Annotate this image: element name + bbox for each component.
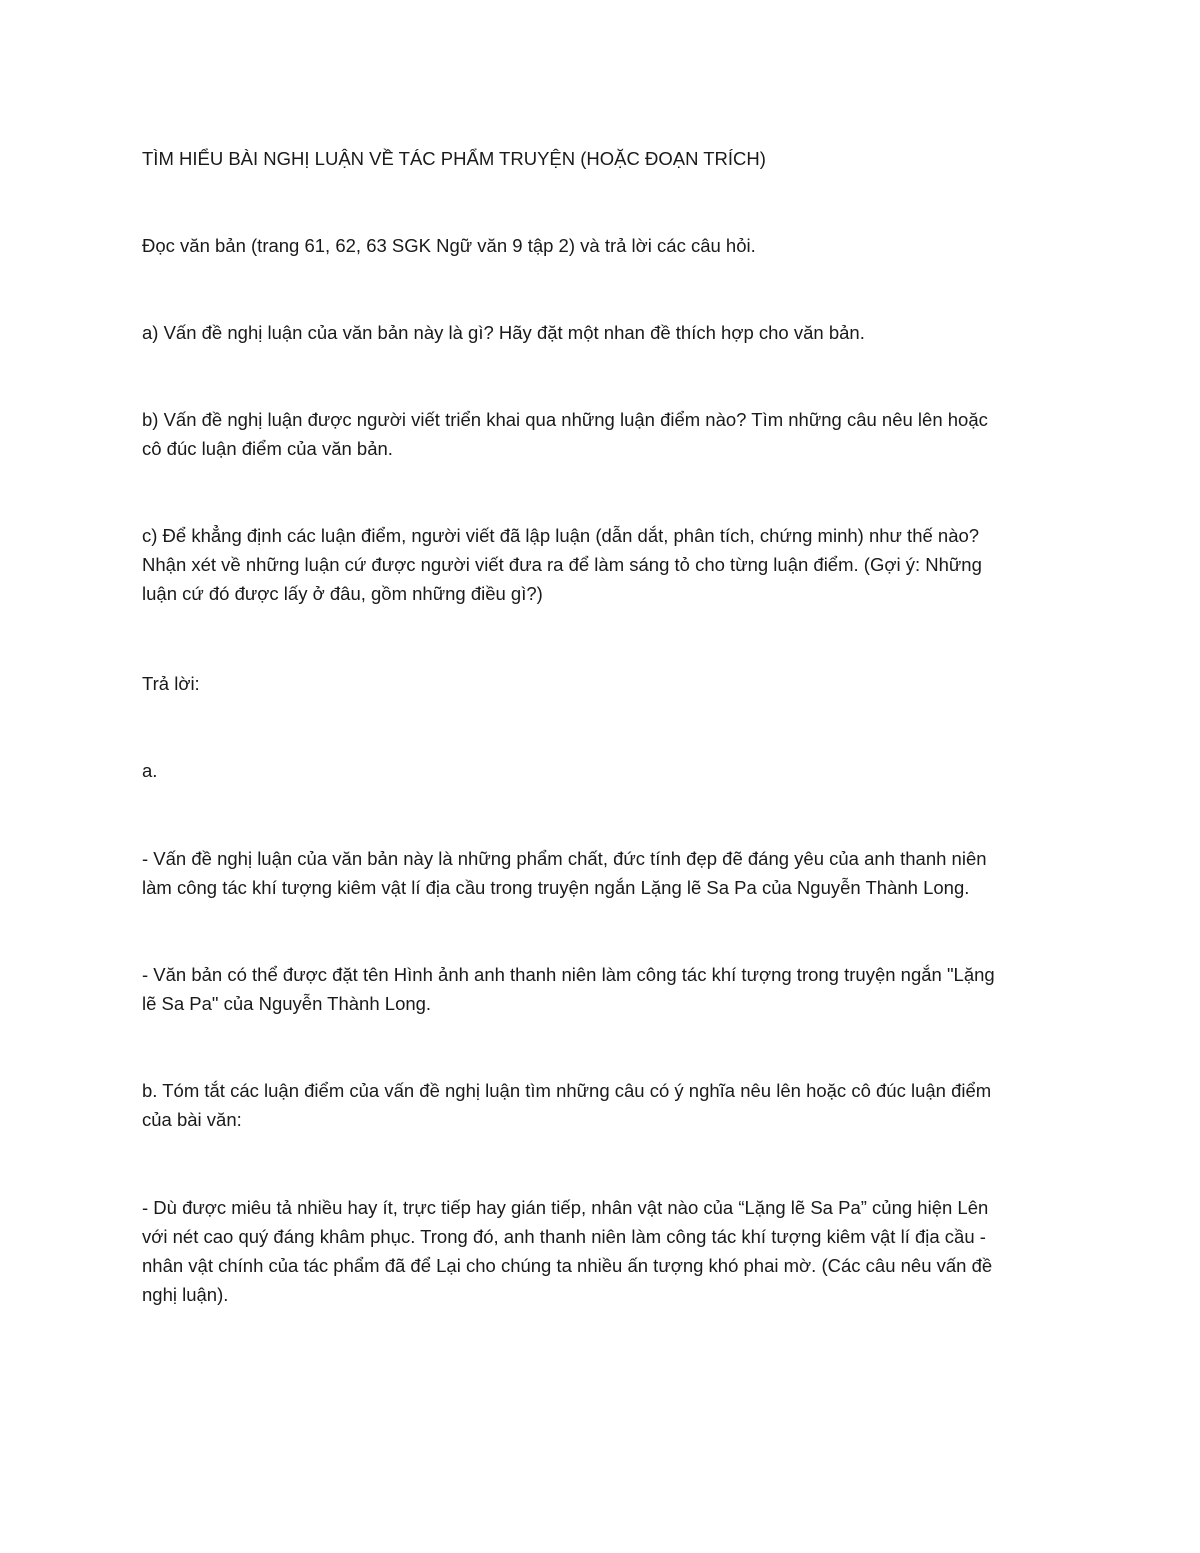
document-title xyxy=(142,144,1057,173)
question-a xyxy=(142,318,1057,347)
answer-b-intro-line-1: b. Tóm tắt các luận điểm của vấn đề nghị luận tìm những câu có ý nghĩa nêu lên hoặc cô đúc luận điểm xyxy=(142,1080,992,1101)
answer-a-point-2-line-2: lẽ Sa Pa" của Nguyễn Thành Long. xyxy=(142,993,432,1014)
answer-heading xyxy=(142,669,1057,698)
answer-b-intro xyxy=(142,1076,1057,1134)
answer-a-point-2 xyxy=(142,960,1057,1018)
question-b-line-1: b) Vấn đề nghị luận được người viết triển khai qua những luận điểm nào? Tìm những câu nêu lên hoặc xyxy=(142,409,988,430)
question-c-line-2: Nhận xét về những luận cứ được người viết đưa ra để làm sáng tỏ cho từng luận điểm. (Gợi ý: Những xyxy=(142,554,982,575)
question-b xyxy=(142,405,1057,463)
question-c-line-1: c) Để khẳng định các luận điểm, người viết đã lập luận (dẫn dắt, phân tích, chứng minh) như thế nào? xyxy=(142,525,980,546)
answer-a-point-1 xyxy=(142,844,1057,902)
answer-b-intro-line-2: của bài văn: xyxy=(142,1109,242,1130)
answer-a-point-1-line-1: - Vấn đề nghị luận của văn bản này là những phẩm chất, đức tính đẹp đẽ đáng yêu của anh thanh niên xyxy=(142,848,987,869)
answer-a-point-1-line-2: làm công tác khí tượng kiêm vật lí địa cầu trong truyện ngắn Lặng lẽ Sa Pa của Nguyễn Thành Long. xyxy=(142,877,970,898)
answer-b-point-1 xyxy=(142,1193,1057,1309)
answer-a-label xyxy=(142,756,1057,785)
answer-a-label-line: a. xyxy=(142,760,158,781)
instruction-line: Đọc văn bản (trang 61, 62, 63 SGK Ngữ văn 9 tập 2) và trả lời các câu hỏi. xyxy=(142,235,756,256)
answer-b-point-1-line-1: - Dù được miêu tả nhiều hay ít, trực tiếp hay gián tiếp, nhân vật nào của “Lặng lẽ Sa Pa” củng hiện Lên xyxy=(142,1197,989,1218)
question-a-line: a) Vấn đề nghị luận của văn bản này là gì? Hãy đặt một nhan đề thích hợp cho văn bản. xyxy=(142,322,865,343)
instruction-paragraph xyxy=(142,231,1057,260)
answer-b-point-1-line-2: với nét cao quý đáng khâm phục. Trong đó, anh thanh niên làm công tác khí tượng kiêm vật lí địa cầu - xyxy=(142,1226,986,1247)
answer-heading-line: Trả lời: xyxy=(142,673,200,694)
question-b-line-2: cô đúc luận điểm của văn bản. xyxy=(142,438,393,459)
question-c-line-3: luận cứ đó được lấy ở đâu, gồm những điều gì?) xyxy=(142,583,543,604)
answer-b-point-1-line-3: nhân vật chính của tác phẩm đã để Lại cho chúng ta nhiều ấn tượng khó phai mờ. (Các câu nêu vấn đề xyxy=(142,1255,993,1276)
question-c xyxy=(142,521,1057,608)
answer-a-point-2-line-1: - Văn bản có thể được đặt tên Hình ảnh anh thanh niên làm công tác khí tượng trong truyện ngắn "Lặng xyxy=(142,964,995,985)
title-line: TÌM HIỂU BÀI NGHỊ LUẬN VỀ TÁC PHẨM TRUYỆN (HOẶC ĐOẠN TRÍCH) xyxy=(142,148,766,169)
answer-b-point-1-line-4: nghị luận). xyxy=(142,1284,229,1305)
